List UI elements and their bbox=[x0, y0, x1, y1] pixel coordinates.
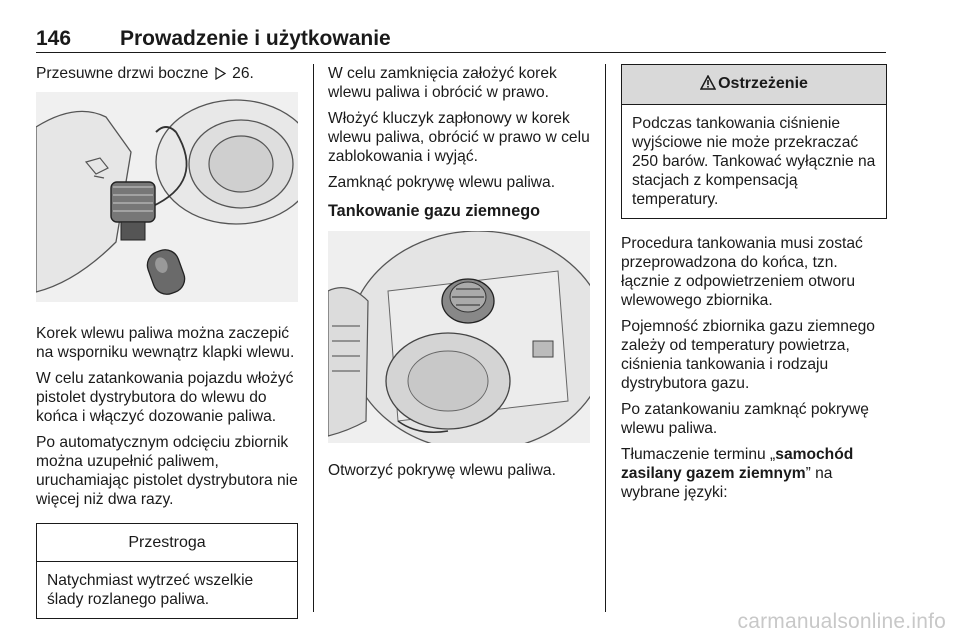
warning-title: Ostrzeżenie bbox=[718, 75, 808, 92]
column-middle bbox=[328, 64, 598, 487]
natural-gas-inlet-illustration bbox=[328, 231, 590, 443]
paragraph-translation bbox=[621, 445, 887, 502]
translation-term: samochód zasilany gazem ziemnym bbox=[621, 446, 854, 482]
column-right bbox=[621, 64, 887, 509]
intro-paragraph bbox=[36, 64, 298, 85]
translation-pre: Tłumaczenie terminu „ bbox=[621, 446, 776, 463]
paragraph-close-cap: W celu zamknięcia założyć korek wlewu paliwa i obrócić w prawo. bbox=[328, 65, 557, 101]
column-divider-2 bbox=[605, 64, 606, 612]
caution-text: Natychmiast wytrzeć wszelkie ślady rozlanego paliwa. bbox=[47, 572, 254, 608]
warning-text: Podczas tankowania ciśnienie wyjściowe nie może przekraczać 250 barów. Tankować wyłącznie na stacjach z kompensacją temperatury. bbox=[632, 115, 876, 208]
intro-ref-page: 26. bbox=[232, 65, 254, 82]
paragraph-open-flap: Otworzyć pokrywę wlewu paliwa. bbox=[328, 462, 556, 479]
paragraph-procedure: Procedura tankowania musi zostać przeprowadzona do końca, tzn. łącznie z odpowietrzeniem otworu wlewowego zbiornika. bbox=[621, 235, 863, 309]
chapter-title: Prowadzenie i użytkowanie bbox=[120, 27, 391, 50]
caution-box bbox=[36, 523, 298, 619]
warning-header bbox=[622, 65, 886, 105]
paragraph-after-refuel: Po zatankowaniu zamknąć pokrywę wlewu paliwa. bbox=[621, 401, 869, 437]
page-number: 146 bbox=[36, 27, 72, 50]
caution-title: Przestroga bbox=[37, 524, 297, 562]
intro-text: Przesuwne drzwi boczne bbox=[36, 65, 209, 82]
paragraph-close-flap: Zamknąć pokrywę wlewu paliwa. bbox=[328, 174, 556, 191]
section-heading: Tankowanie gazu ziemnego bbox=[328, 202, 540, 220]
warning-triangle-icon bbox=[700, 75, 716, 95]
column-left bbox=[36, 64, 298, 619]
paragraph-1: Korek wlewu paliwa można zaczepić na wsporniku wewnątrz klapki wlewu. bbox=[36, 325, 295, 361]
warning-box bbox=[621, 64, 887, 219]
triangle-reference-icon bbox=[215, 66, 226, 85]
page-header bbox=[36, 27, 886, 53]
fuel-cap-illustration bbox=[36, 92, 298, 302]
translation-post: ” na wybrane języki: bbox=[621, 465, 833, 501]
paragraph-3: Po automatycznym odcięciu zbiornik można uzupełnić paliwem, uruchamiając pistolet dystrybutora nie więcej niż dwa razy. bbox=[36, 434, 298, 508]
paragraph-lock-cap: Włożyć kluczyk zapłonowy w korek wlewu paliwa, obrócić w prawo w celu zablokowania i wyjąć. bbox=[328, 110, 590, 165]
watermark: carmanualsonline.info bbox=[737, 610, 946, 633]
paragraph-2: W celu zatankowania pojazdu włożyć pistolet dystrybutora do wlewu do końca i włączyć dozowanie paliwa. bbox=[36, 370, 294, 425]
column-divider-1 bbox=[313, 64, 314, 612]
paragraph-capacity: Pojemność zbiornika gazu ziemnego zależy od temperatury powietrza, ciśnienia tankowania i rodzaju dystrybutora gazu. bbox=[621, 318, 875, 392]
